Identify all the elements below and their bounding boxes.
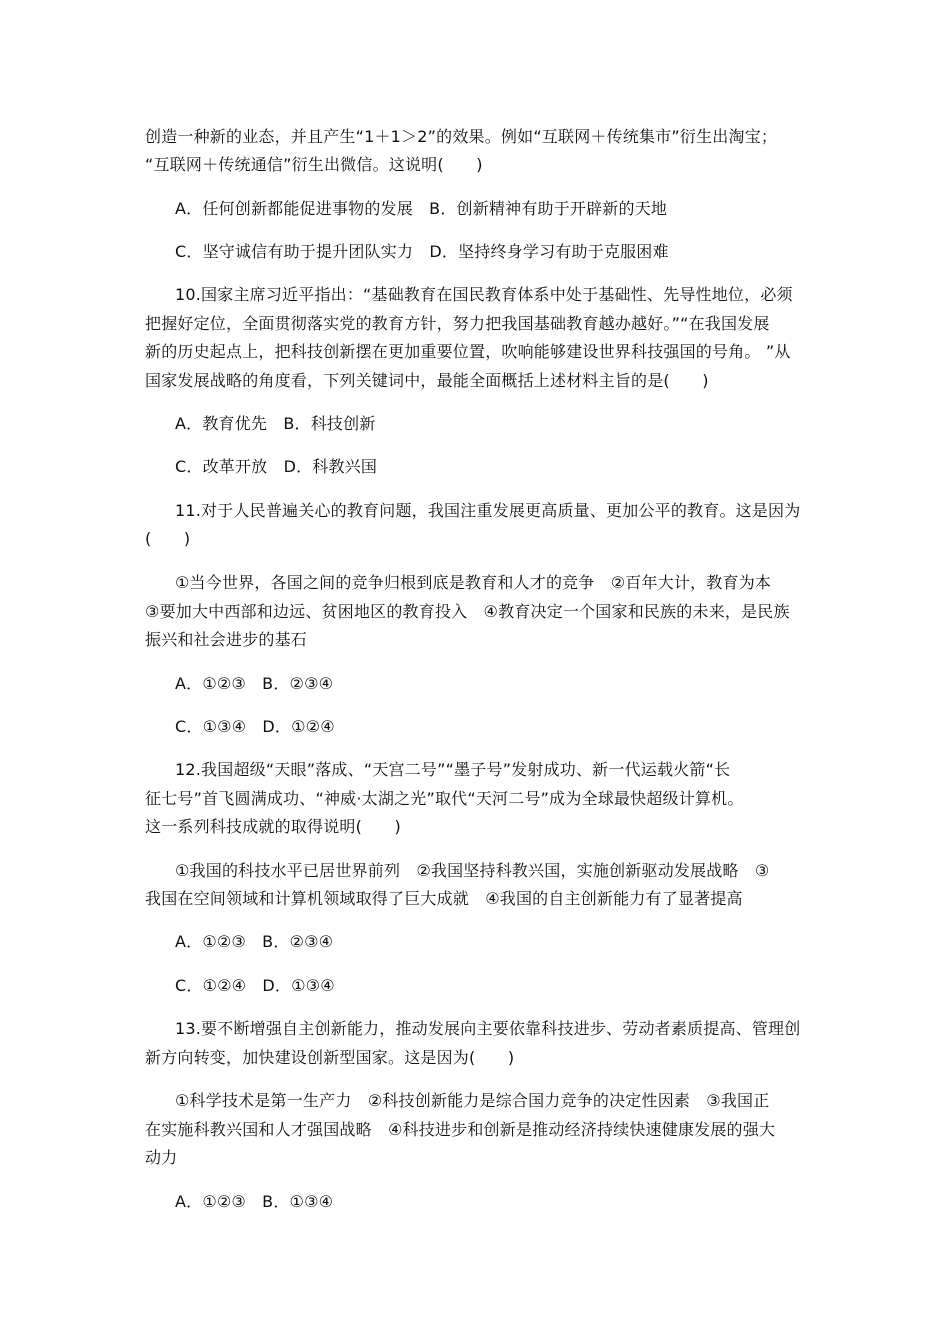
q13-statements-line-1: ①科学技术是第一生产力 ②科技创新能力是综合国力竞争的决定性因素 ③我国正 (175, 1091, 770, 1110)
q11-stem-line-2: ( ) (145, 529, 191, 548)
q9-stem-line-2: “互联网＋传统通信”衍生出微信。这说明( ) (145, 155, 483, 174)
q11-statements-line-2: ③要加大中西部和边远、贫困地区的教育投入 ④教育决定一个国家和民族的未来，是民族 (145, 602, 790, 621)
q9-options-ab: A．任何创新都能促进事物的发展 B．创新精神有助于开辟新的天地 (175, 199, 668, 218)
q10-options-cd: C．改革开放 D．科教兴国 (175, 457, 378, 476)
q11-statements-line-1: ①当今世界，各国之间的竞争归根到底是教育和人才的竞争 ②百年大计，教育为本 (175, 573, 772, 592)
q10-stem-line-1: 10.国家主席习近平指出：“基础教育在国民教育体系中处于基础性、先导性地位，必须 (175, 285, 793, 304)
q12-options-cd: C．①②④ D．①③④ (175, 976, 335, 995)
q12-options-ab: A．①②③ B．②③④ (175, 932, 334, 951)
q11-statements-line-3: 振兴和社会进步的基石 (145, 630, 308, 649)
q11-stem-line-1: 11.对于人民普遍关心的教育问题，我国注重发展更高质量、更加公平的教育。这是因为 (175, 501, 801, 520)
q9-stem-line-1: 创造一种新的业态，并且产生“1＋1＞2”的效果。例如“互联网＋传统集市”衍生出淘宝； (145, 127, 778, 146)
q13-stem-line-1: 13.要不断增强自主创新能力，推动发展向主要依靠科技进步、劳动者素质提高、管理创 (175, 1019, 801, 1038)
q12-statements-line-1: ①我国的科技水平已居世界前列 ②我国坚持科教兴国，实施创新驱动发展战略 ③ (175, 861, 770, 880)
q10-stem-line-3: 新的历史起点上，把科技创新摆在更加重要位置，吹响能够建设世界科技强国的号角。 ”从 (145, 342, 791, 361)
q12-stem-line-3: 这一系列科技成就的取得说明( ) (145, 817, 401, 836)
q9-options-cd: C．坚守诚信有助于提升团队实力 D．坚持终身学习有助于克服困难 (175, 242, 669, 261)
q12-statements-line-2: 我国在空间领域和计算机领域取得了巨大成就 ④我国的自主创新能力有了显著提高 (145, 889, 743, 908)
q10-options-ab: A．教育优先 B．科技创新 (175, 414, 376, 433)
q13-options-ab: A．①②③ B．①③④ (175, 1192, 334, 1211)
q13-stem-line-2: 新方向转变，加快建设创新型国家。这是因为( ) (145, 1048, 515, 1067)
q10-stem-line-4: 国家发展战略的角度看，下列关键词中，最能全面概括上述材料主旨的是( ) (145, 371, 709, 390)
q13-statements-line-3: 动力 (145, 1148, 178, 1167)
q13-statements-line-2: 在实施科教兴国和人才强国战略 ④科技进步和创新是推动经济持续快速健康发展的强大 (145, 1120, 776, 1139)
q10-stem-line-2: 把握好定位，全面贯彻落实党的教育方针，努力把我国基础教育越办越好。”“在我国发展 (145, 314, 770, 333)
q12-stem-line-2: 征七号”首飞圆满成功、“神威·太湖之光”取代“天河二号”成为全球最快超级计算机。 (145, 789, 744, 808)
q11-options-cd: C．①③④ D．①②④ (175, 717, 335, 736)
q12-stem-line-1: 12.我国超级“天眼”落成、“天宫二号”“墨子号”发射成功、新一代运载火箭“长 (175, 760, 731, 779)
q11-options-ab: A．①②③ B．②③④ (175, 674, 334, 693)
